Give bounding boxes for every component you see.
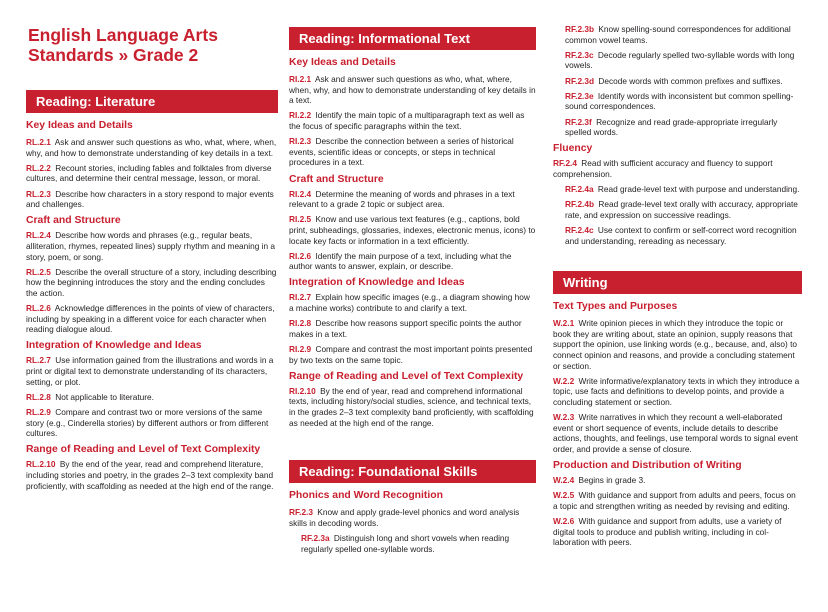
- standard-text: Compare and contrast the most important points presented by two texts on the same topic.: [289, 344, 533, 365]
- standard-item: [26, 407, 278, 439]
- standard-item: [553, 490, 802, 511]
- standard-text: Not applicable to literature.: [55, 391, 154, 402]
- standard-subitem: [289, 533, 536, 554]
- section-header-reading-foundational: Reading: Foundational Skills: [289, 460, 536, 483]
- standard-code: RI.2.5: [289, 214, 312, 225]
- subheading: Key Ideas and Details: [26, 120, 133, 131]
- standard-text: Explain how specific images (e.g., a diagram showing how a machine works) contribute to and clarify a text.: [289, 292, 530, 314]
- standard-item: [289, 507, 536, 528]
- standard-item: [289, 189, 536, 210]
- title-line: English Language Arts: [28, 25, 218, 45]
- standard-text: Decode words with common prefixes and suffixes.: [598, 75, 783, 86]
- standard-text: Use information gained from the illustrations and words in a print or digital text to demonstrate understanding of its characters, setting, or plot.: [26, 355, 274, 387]
- standard-code: RF.2.4: [553, 158, 577, 169]
- standard-text: Identify the main purpose of a text, including what the author wants to answer, explain, or describe.: [289, 250, 512, 272]
- standard-code: W.2.1: [553, 318, 575, 329]
- subheading: Phonics and Word Recognition: [289, 490, 443, 502]
- standard-code: RL.2.7: [26, 355, 51, 366]
- standard-code: RI.2.8: [289, 318, 312, 329]
- standard-text: Begins in grade 3.: [578, 475, 646, 486]
- standard-item: [289, 136, 536, 168]
- subheading: Range of Reading and Level of Text Complexity: [26, 444, 261, 456]
- standard-code: RL.2.1: [26, 137, 51, 147]
- standard-item: [26, 163, 278, 184]
- standard-text: With guidance and support from adults and peers, focus on a topic and strengthen writing as needed by revising and editing.: [553, 490, 796, 511]
- standard-code: RL.2.9: [26, 407, 51, 418]
- standard-item: [553, 318, 802, 371]
- standard-text: Read grade-level text orally with accuracy, appropriate rate, and expression on successive readings.: [565, 199, 798, 220]
- standard-subitem: [553, 76, 802, 87]
- standard-subitem: [553, 91, 802, 112]
- standard-code: RL.2.6: [26, 303, 51, 314]
- standard-item: [553, 376, 802, 408]
- subheading: Craft and Structure: [26, 215, 121, 227]
- subheading: Range of Reading and Level of Text Complexity: [289, 370, 524, 382]
- standard-code: RF.2.4a: [565, 184, 594, 195]
- standard-code: RF.2.3f: [565, 116, 592, 127]
- standard-subitem: [553, 50, 802, 71]
- section-header-writing: Writing: [553, 271, 802, 294]
- standard-item: [26, 392, 278, 403]
- standard-text: Know and apply grade-level phonics and word analysis skills in decoding words.: [289, 507, 520, 528]
- standard-code: RL.2.4: [26, 230, 51, 241]
- standard-text: Identify words with inconsistent but common spelling-sound correspondences.: [565, 90, 794, 112]
- standard-code: RF.2.3b: [565, 24, 595, 34]
- standard-code: W.2.3: [553, 412, 575, 423]
- standard-text: Ask and answer such questions as who, what, where, when, why, and how to demonstrate understanding of key details in a text.: [26, 137, 277, 158]
- standard-text: Describe how characters in a story respond to major events and challenges.: [26, 188, 274, 210]
- standard-text: Write narratives in which they recount a well-elaborated event or short sequence of events, include details to describe actions, thoughts, and feelings, use temporal words to signal event order, and provide a sense of closure.: [553, 412, 798, 454]
- subheading: Integration of Knowledge and Ideas: [26, 340, 202, 352]
- standard-code: RF.2.3e: [565, 90, 594, 101]
- standard-text: Recognize and read grade-appropriate irregularly spelled words.: [565, 116, 778, 138]
- column-right: [553, 0, 802, 553]
- subheading: Text Types and Purposes: [553, 301, 678, 313]
- standard-item: [553, 158, 802, 179]
- standard-item: [289, 292, 536, 313]
- standard-code: RL.2.3: [26, 188, 51, 199]
- standard-text: Compare and contrast two or more versions of the same story (e.g., Cinderella stories) by different authors or from different cultures.: [26, 407, 269, 439]
- standard-text: Determine the meaning of words and phrases in a text relevant to a grade 2 topic or subject area.: [289, 188, 515, 210]
- standard-item: [26, 137, 278, 158]
- standard-code: W.2.4: [553, 475, 575, 486]
- standard-text: Describe how words and phrases (e.g., regular beats, alliteration, rhymes, repeated lines) supply rhythm and meaning in a story, poem, or song.: [26, 230, 276, 262]
- standard-item: [289, 386, 536, 428]
- standard-text: Decode regularly spelled two-syllable words with long vowels.: [565, 49, 795, 71]
- standard-item: [553, 475, 802, 486]
- standard-code: RF.2.3: [289, 507, 313, 518]
- standard-code: RF.2.4c: [565, 225, 594, 236]
- standard-code: RL.2.5: [26, 266, 51, 277]
- standard-text: With guidance and support from adults, use a variety of digital tools to produce and publish writing, including in collaboration with peers.: [553, 516, 782, 548]
- standard-text: By the end of year, read and comprehend informational texts, including history/social studies, science, and technical texts, in the grades 2–3 text complexity band proficiently, with scaffolding as needed at the high end of the range.: [289, 385, 534, 428]
- standard-item: [26, 267, 278, 299]
- standard-code: RL.2.10: [26, 459, 56, 470]
- standard-code: RF.2.3d: [565, 75, 595, 86]
- standard-subitem: [553, 199, 802, 220]
- standard-item: [26, 303, 278, 335]
- standard-code: RL.2.2: [26, 162, 51, 173]
- standard-subitem: [553, 184, 802, 195]
- standard-code: RI.2.6: [289, 250, 312, 261]
- standard-text: Identify the main topic of a multiparagraph text as well as the focus of specific paragraphs within the text.: [289, 110, 525, 131]
- section-header-reading-informational: Reading: Informational Text: [289, 27, 536, 50]
- standard-text: Read grade-level text with purpose and understanding.: [597, 184, 800, 195]
- standard-subitem: [553, 117, 802, 138]
- standard-text: Write opinion pieces in which they introduce the topic or book they are writing about, state an opinion, supply reasons that support the opinion, use linking words (e.g., because, and, also) to connect opinion and reasons, and provide a concluding statement or section.: [553, 318, 797, 371]
- standard-code: RI.2.1: [289, 74, 312, 84]
- standard-code: RI.2.2: [289, 110, 312, 121]
- standard-code: RI.2.7: [289, 292, 312, 303]
- standard-text: Recount stories, including fables and folktales from diverse cultures, and determine their central message, lesson, or moral.: [26, 162, 272, 184]
- standard-code: RF.2.4b: [565, 199, 595, 210]
- standard-code: W.2.2: [553, 375, 575, 386]
- standard-item: [26, 459, 278, 491]
- standard-subitem: [553, 225, 802, 246]
- standard-code: RF.2.3a: [301, 532, 330, 543]
- standard-text: Read with sufficient accuracy and fluency to support comprehension.: [553, 158, 773, 179]
- subheading: Fluency: [553, 143, 593, 155]
- page-title: [28, 25, 278, 65]
- standard-item: [26, 230, 278, 262]
- standard-text: Distinguish long and short vowels when reading regularly spelled one-syllable words.: [301, 532, 510, 554]
- standard-text: Describe the connection between a series of historical events, scientific ideas or concepts, or steps in technical procedures in a text.: [289, 136, 514, 168]
- standard-code: W.2.6: [553, 516, 575, 527]
- standard-item: [26, 355, 278, 387]
- standard-code: RF.2.3c: [565, 49, 594, 60]
- standard-code: RI.2.10: [289, 385, 316, 396]
- column-middle: [289, 0, 536, 559]
- standard-item: [289, 110, 536, 131]
- standard-text: Describe the overall structure of a story, including describing how the beginning introduces the story and the ending concludes the action.: [26, 266, 277, 298]
- standard-code: RL.2.8: [26, 391, 51, 402]
- standard-text: Know and use various text features (e.g., captions, bold print, subheadings, glossaries, indexes, electronic menus, icons) to locate key facts or information in a text efficiently.: [289, 214, 536, 246]
- subheading: Integration of Knowledge and Ideas: [289, 277, 465, 289]
- standard-item: [289, 344, 536, 365]
- standard-text: Ask and answer such questions as who, what, where, when, why, and how to demonstrate understanding of key details in a text.: [289, 74, 536, 106]
- standard-text: Write informative/explanatory texts in which they introduce a topic, use facts and definitions to develop points, and provide a concluding statement or section.: [553, 375, 800, 407]
- column-left: [26, 0, 278, 496]
- standard-text: By the end of the year, read and comprehend literature, including stories and poetry, in the grades 2–3 text complexity band proficiently, with scaffolding as needed at the high end of the range.: [26, 459, 274, 491]
- standard-code: RI.2.4: [289, 188, 312, 199]
- title-line: Standards » Grade 2: [28, 45, 199, 65]
- standard-text: Acknowledge differences in the points of view of characters, including by speaking in a different voice for each character when reading dialogue aloud.: [26, 303, 275, 335]
- standard-text: Describe how reasons support specific points the author makes in a text.: [289, 318, 522, 339]
- subheading: Craft and Structure: [289, 173, 384, 185]
- standard-subitem: [553, 24, 802, 45]
- standard-code: RI.2.3: [289, 136, 312, 147]
- subheading: Key Ideas and Details: [289, 57, 396, 68]
- standard-item: [289, 74, 536, 106]
- section-header-reading-literature: Reading: Literature: [26, 90, 278, 113]
- standard-code: RI.2.9: [289, 344, 312, 355]
- standard-item: [289, 318, 536, 339]
- standard-text: Use context to confirm or self-correct word recognition and understanding, rereading as necessary.: [565, 225, 797, 246]
- standard-item: [26, 189, 278, 210]
- standard-item: [553, 412, 802, 454]
- standard-text: Know spelling-sound correspondences for additional common vowel teams.: [565, 24, 791, 45]
- standard-item: [289, 214, 536, 246]
- standard-code: W.2.5: [553, 490, 575, 501]
- standard-item: [289, 251, 536, 272]
- subheading: Production and Distribution of Writing: [553, 460, 742, 472]
- standard-item: [553, 516, 802, 548]
